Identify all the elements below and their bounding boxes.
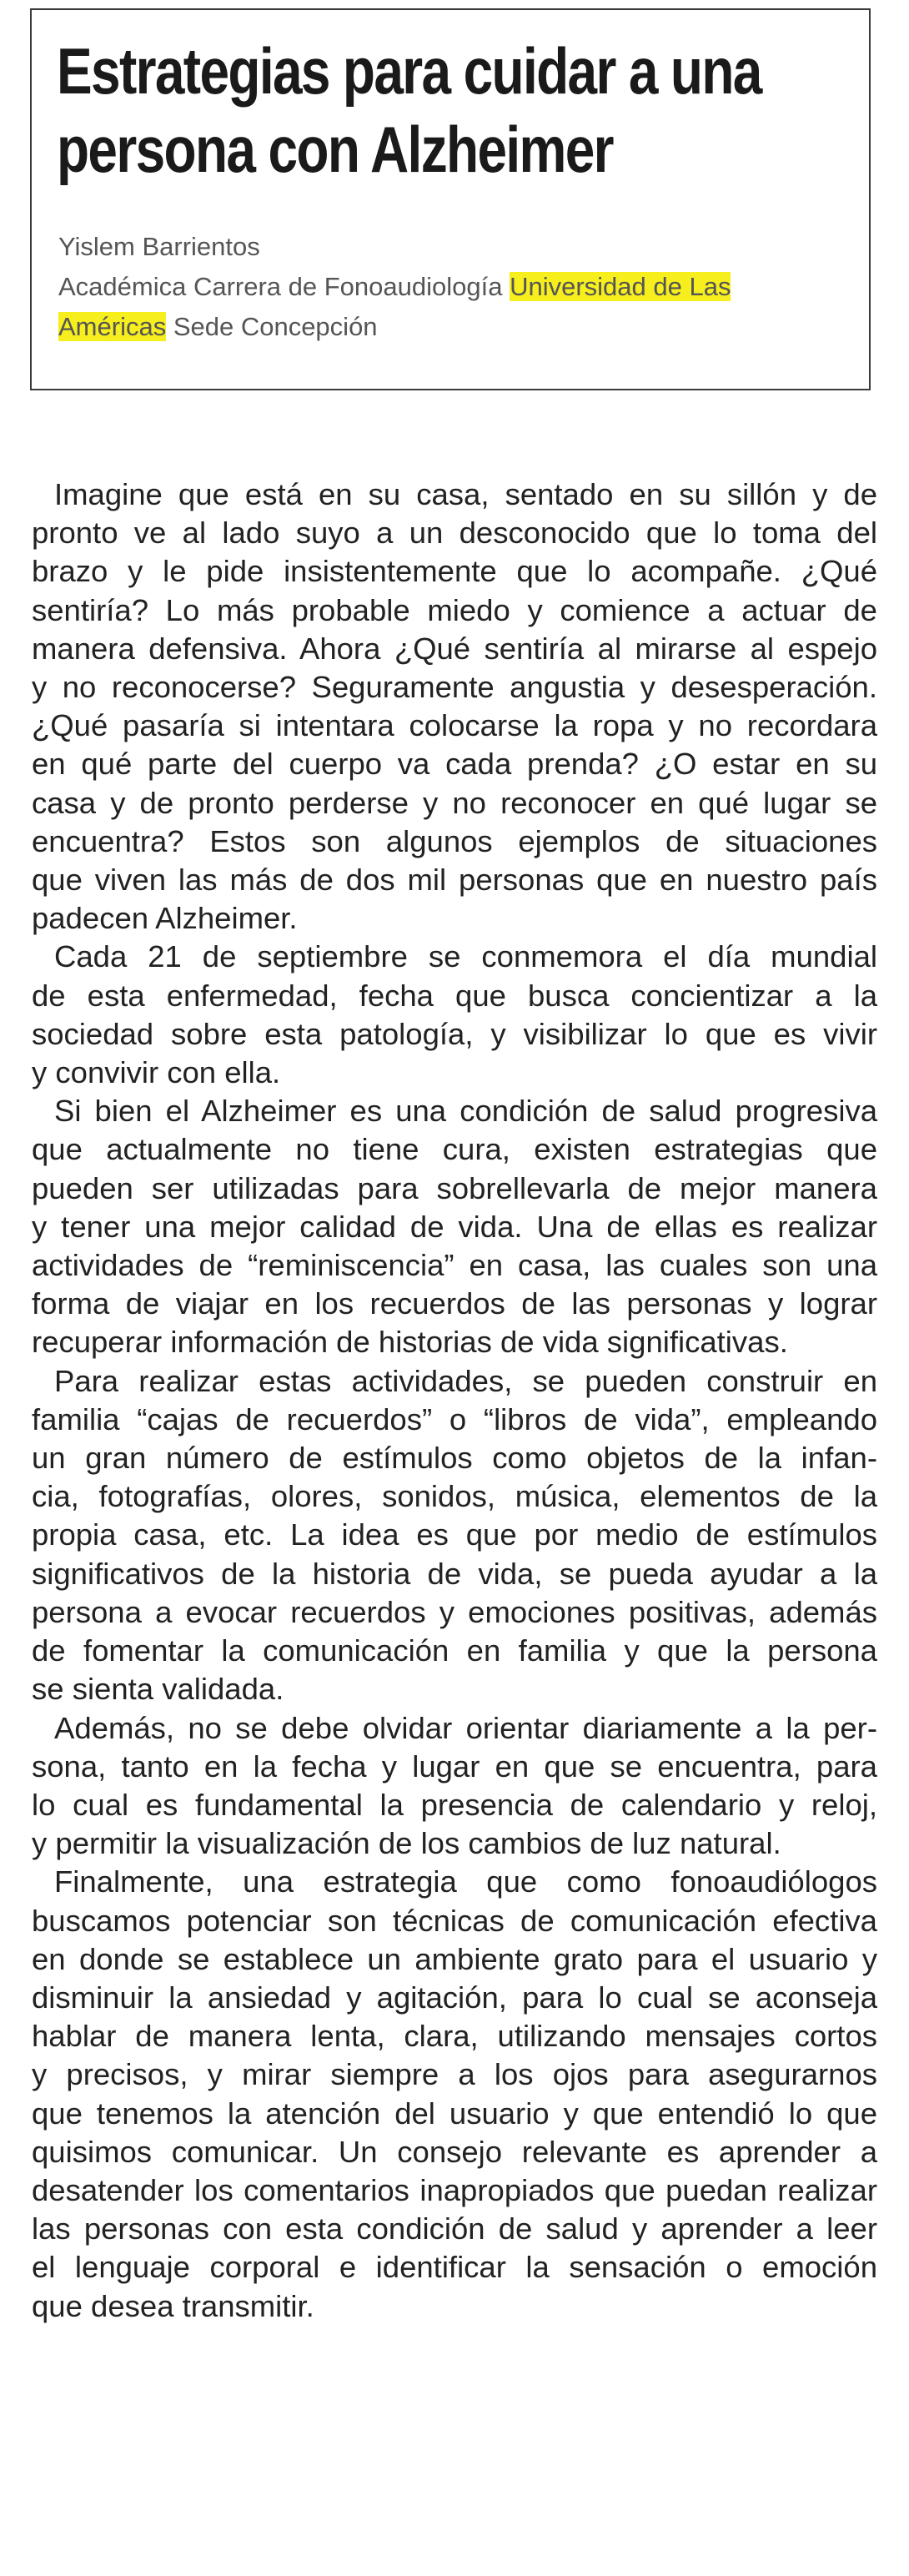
article-header-box [30,8,871,390]
paragraph-line: sociedad sobre esta patología, y visibilizar lo que es vivir [32,1016,877,1051]
article-paragraph [32,1709,877,1864]
paragraph-line: de esta enfermedad, fecha que busca concientizar a la [32,978,877,1013]
paragraph-line: Si bien el Alzheimer es una condición de salud progresiva [54,1094,877,1129]
paragraph-line: sentiría? Lo más probable miedo y comience a actuar de [32,592,877,627]
paragraph-line: en qué parte del cuerpo va cada prenda? ¿O estar en su [32,747,877,782]
article-paragraph [32,1362,877,1709]
paragraph-line: Además, no se debe olvidar orientar diariamente a la per- [54,1710,877,1745]
paragraph-line: Imagine que está en su casa, sentado en su sillón y de [54,477,877,511]
paragraph-line: pueden ser utilizadas para sobrellevarla de mejor manera [32,1170,877,1205]
paragraph-line: buscamos potenciar son técnicas de comunicación efectiva [32,1903,877,1938]
article-paragraph [32,1092,877,1361]
paragraph-line: encuentra? Estos son algunos ejemplos de situaciones [32,823,877,858]
paragraph-line: familia “cajas de recuerdos” o “libros de vida”, empleando [32,1401,877,1436]
paragraph-line: forma de viajar en los recuerdos de las personas y lograr [32,1286,877,1321]
paragraph-line: disminuir la ansiedad y agitación, para lo cual se aconseja [32,1980,877,2015]
paragraph-line: que desea transmitir. [32,2288,314,2323]
paragraph-line: el lenguaje corporal e identificar la sensación o emoción [32,2250,877,2285]
paragraph-line: persona a evocar recuerdos y emociones positivas, además [32,1594,877,1629]
author-role-prefix: Académica Carrera de Fonoaudiología [58,272,510,301]
author-name: Yislem Barrientos [58,232,260,261]
paragraph-line: en donde se establece un ambiente grato para el usuario y [32,1941,877,1976]
paragraph-line: sona, tanto en la fecha y lugar en que se encuentra, para [32,1748,877,1784]
article-title: Estrategias para cuidar a una persona con Alzheimer [57,34,761,186]
paragraph-line: y tener una mejor calidad de vida. Una de ellas es realizar [32,1209,877,1244]
paragraph-line: lo cual es fundamental la presencia de calendario y reloj, [32,1787,877,1822]
article-paragraph [32,938,877,1092]
paragraph-line: hablar de manera lenta, clara, utilizando mensajes cortos [32,2019,877,2054]
author-campus-line [58,307,842,347]
paragraph-line: propia casa, etc. La idea es que por medio de estímulos [32,1517,877,1552]
paragraph-line: cia, fotografías, olores, sonidos, música, elementos de la [32,1479,877,1514]
institution-highlight-1: Universidad de Las [510,272,731,301]
paragraph-line: que tenemos la atención del usuario y que entendió lo que [32,2096,877,2131]
paragraph-line: de fomentar la comunicación en familia y que la persona [32,1633,877,1668]
paragraph-line: que actualmente no tiene cura, existen estrategias que [32,1132,877,1167]
author-role-line [58,267,842,307]
article-paragraph [32,475,877,938]
article-body [32,475,877,2326]
paragraph-line: recuperar información de historias de vida significativas. [32,1325,788,1360]
author-role-suffix: Sede Concepción [166,312,378,341]
paragraph-line: manera defensiva. Ahora ¿Qué sentiría al mirarse al espejo [32,631,877,666]
paragraph-line: Cada 21 de septiembre se conmemora el día mundial [54,939,877,974]
paragraph-line: padecen Alzheimer. [32,901,298,936]
paragraph-line: y precisos, y mirar siempre a los ojos para asegurarnos [32,2057,877,2092]
paragraph-line: Para realizar estas actividades, se pueden construir en [54,1363,877,1398]
institution-highlight-2: Américas [58,312,167,341]
paragraph-line: un gran número de estímulos como objetos de la infan- [32,1441,877,1476]
article-paragraph [32,1863,877,2325]
paragraph-line: y permitir la visualización de los cambios de luz natural. [32,1826,781,1861]
author-byline [58,227,842,347]
paragraph-line: pronto ve al lado suyo a un desconocido que lo toma del [32,516,877,551]
paragraph-line: y no reconocerse? Seguramente angustia y desesperación. [32,670,877,705]
paragraph-line: quisimos comunicar. Un consejo relevante es aprender a [32,2134,877,2169]
paragraph-line: y convivir con ella. [32,1055,281,1090]
paragraph-line: desatender los comentarios inapropiados que puedan realizar [32,2172,877,2207]
paragraph-line: que viven las más de dos mil personas que en nuestro país [32,863,877,898]
paragraph-line: actividades de “reminiscencia” en casa, las cuales son una [32,1248,877,1283]
paragraph-line: las personas con esta condición de salud y aprender a leer [32,2211,877,2246]
paragraph-line: casa y de pronto perderse y no reconocer en qué lugar se [32,785,877,820]
paragraph-line: se sienta validada. [32,1672,284,1707]
paragraph-line: brazo y le pide insistentemente que lo acompañe. ¿Qué [32,554,877,589]
paragraph-line: significativos de la historia de vida, se pueda ayudar a la [32,1556,877,1591]
paragraph-line: ¿Qué pasaría si intentara colocarse la ropa y no recordara [32,708,877,743]
paragraph-line: Finalmente, una estrategia que como fonoaudiólogos [54,1864,877,1899]
